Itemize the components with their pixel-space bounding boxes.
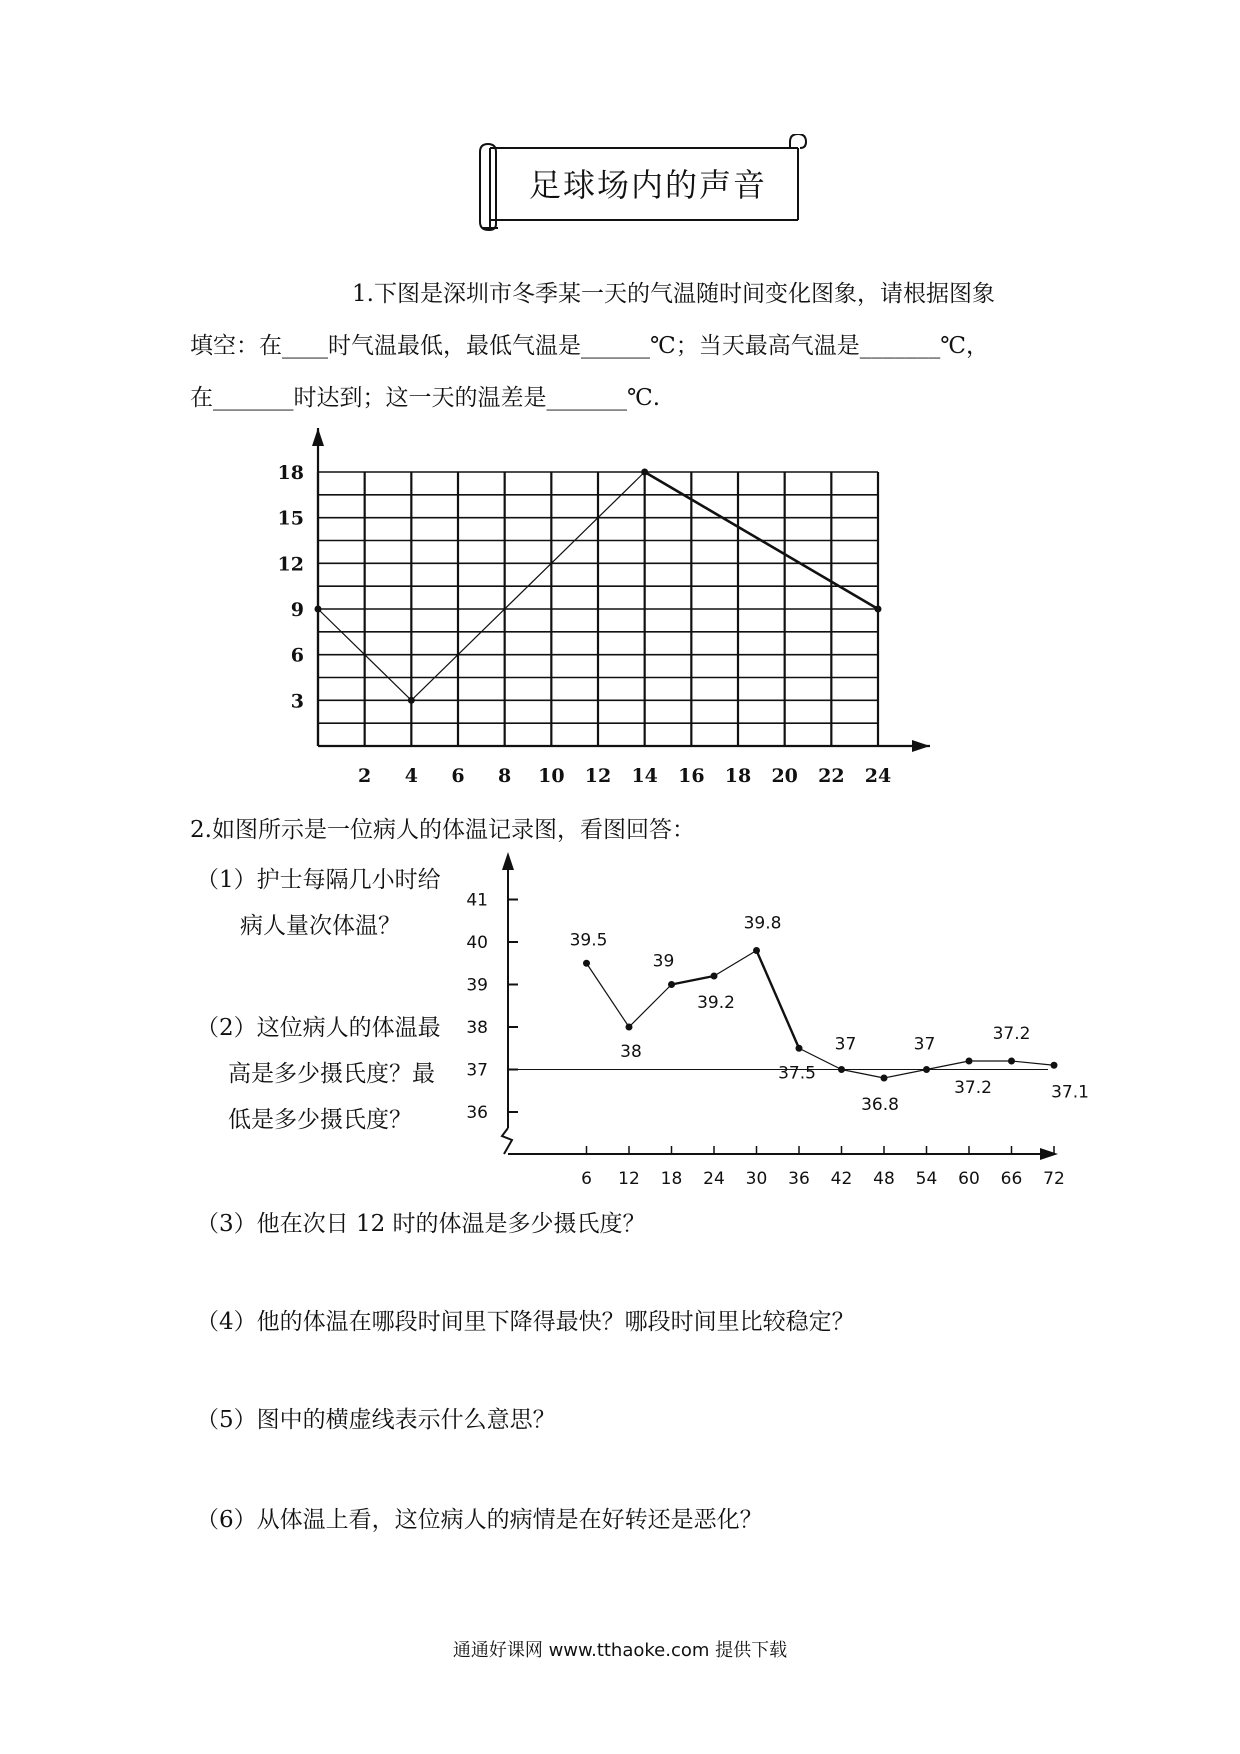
- x-tick-label: 10: [538, 765, 565, 787]
- question-1-line-3: 在_______时达到；这一天的温差是_______℃.: [190, 385, 661, 411]
- data-point: [753, 947, 760, 954]
- data-label: 37.2: [992, 1024, 1031, 1044]
- data-point: [796, 1045, 803, 1052]
- question-2-sub3: （3）他在次日 12 时的体温是多少摄氏度？: [196, 1211, 646, 1237]
- question-2-sub2-line2: 高是多少摄氏度？最: [228, 1061, 435, 1087]
- x-tick-label: 2: [358, 765, 372, 787]
- data-label: 39: [652, 951, 675, 972]
- question-2-sub2-line1: （2）这位病人的体温最: [196, 1015, 441, 1041]
- series-line-segment: [629, 985, 672, 1028]
- x-tick-label: 66: [1000, 1169, 1023, 1189]
- data-label: 36.8: [861, 1095, 899, 1115]
- question-2-sub6: （6）从体温上看，这位病人的病情是在好转还是恶化？: [196, 1507, 763, 1533]
- y-tick-label: 36: [466, 1103, 488, 1123]
- y-tick-label: 6: [290, 644, 304, 667]
- data-label: 39.8: [743, 913, 782, 934]
- question-2-sub2-line3: 低是多少摄氏度？: [228, 1107, 412, 1133]
- series-line-segment: [1012, 1061, 1055, 1065]
- data-label: 37: [913, 1034, 936, 1055]
- series-line-segment: [587, 963, 630, 1027]
- question-2-sub1-line1: （1）护士每隔几小时给: [196, 867, 441, 893]
- y-tick-label: 15: [277, 507, 304, 530]
- x-tick-label: 20: [771, 765, 798, 787]
- x-tick-label: 54: [915, 1169, 938, 1189]
- data-point: [923, 1066, 930, 1073]
- y-tick-label: 39: [466, 975, 488, 996]
- y-axis-arrow: [502, 852, 514, 870]
- x-tick-label: 6: [451, 765, 465, 787]
- y-tick-label: 38: [466, 1018, 488, 1038]
- x-tick-label: 22: [818, 765, 845, 787]
- x-tick-label: 48: [873, 1169, 895, 1189]
- x-tick-label: 24: [864, 765, 892, 787]
- data-label: 37.2: [954, 1078, 992, 1098]
- y-tick-label: 12: [277, 553, 304, 576]
- x-tick-label: 72: [1043, 1169, 1065, 1189]
- x-tick-label: 24: [703, 1169, 725, 1189]
- x-tick-label: 12: [618, 1169, 640, 1189]
- axis-break: [502, 1128, 512, 1154]
- y-tick-label: 9: [290, 599, 304, 621]
- y-tick-label: 18: [277, 462, 304, 484]
- y-tick-label: 41: [466, 890, 488, 911]
- x-tick-label: 42: [830, 1169, 853, 1189]
- series-line-segment: [927, 1061, 970, 1070]
- data-point: [1008, 1058, 1015, 1065]
- question-2-sub5: （5）图中的横虚线表示什么意思？: [196, 1407, 556, 1433]
- footer-credit: 通通好课网 www.tthaoke.com 提供下载: [452, 1640, 788, 1661]
- x-tick-label: 60: [958, 1169, 980, 1189]
- series-line-segment: [842, 1070, 885, 1079]
- question-1-line-2: 填空：在____时气温最低，最低气温是______℃；当天最高气温是_______℃，: [190, 333, 989, 359]
- y-tick-label: 40: [466, 933, 488, 953]
- x-tick-label: 36: [788, 1169, 810, 1189]
- x-tick-label: 16: [678, 765, 705, 787]
- y-tick-label: 37: [466, 1060, 488, 1081]
- data-label: 37.1: [1051, 1082, 1089, 1103]
- x-tick-label: 12: [584, 765, 612, 787]
- x-tick-label: 30: [745, 1169, 768, 1189]
- data-point: [1051, 1062, 1058, 1069]
- question-1-line-1: 1.下图是深圳市冬季某一天的气温随时间变化图象，请根据图象: [352, 281, 995, 307]
- series-line-segment: [672, 976, 715, 985]
- data-label: 39.5: [569, 930, 608, 951]
- data-point: [838, 1066, 845, 1073]
- x-tick-label: 6: [581, 1169, 592, 1189]
- data-point: [966, 1058, 973, 1065]
- x-tick-label: 14: [631, 765, 658, 787]
- data-point: [626, 1024, 633, 1031]
- question-2-title: 2.如图所示是一位病人的体温记录图，看图回答：: [190, 817, 695, 843]
- data-label: 37: [834, 1034, 857, 1055]
- series-line-segment: [884, 1070, 927, 1079]
- x-axis-arrow: [1040, 1148, 1058, 1160]
- data-point: [583, 960, 590, 967]
- data-label: 39.2: [697, 993, 735, 1013]
- x-tick-label: 4: [404, 765, 418, 787]
- question-2-sub4: （4）他的体温在哪段时间里下降得最快？哪段时间里比较稳定？: [196, 1309, 855, 1335]
- x-tick-label: 18: [660, 1169, 683, 1189]
- data-point: [711, 973, 718, 980]
- series-line-segment: [757, 951, 800, 1049]
- y-tick-label: 3: [290, 690, 304, 713]
- data-label: 37.5: [778, 1063, 816, 1084]
- x-tick-label: 18: [724, 765, 752, 787]
- x-tick-label: 8: [498, 765, 512, 787]
- page-title: 足球场内的声音: [528, 166, 767, 204]
- data-point: [668, 981, 675, 988]
- series-line-segment: [714, 951, 757, 977]
- question-2-sub1-line2: 病人量次体温？: [240, 913, 401, 939]
- data-label: 38: [620, 1042, 642, 1062]
- data-point: [881, 1075, 888, 1082]
